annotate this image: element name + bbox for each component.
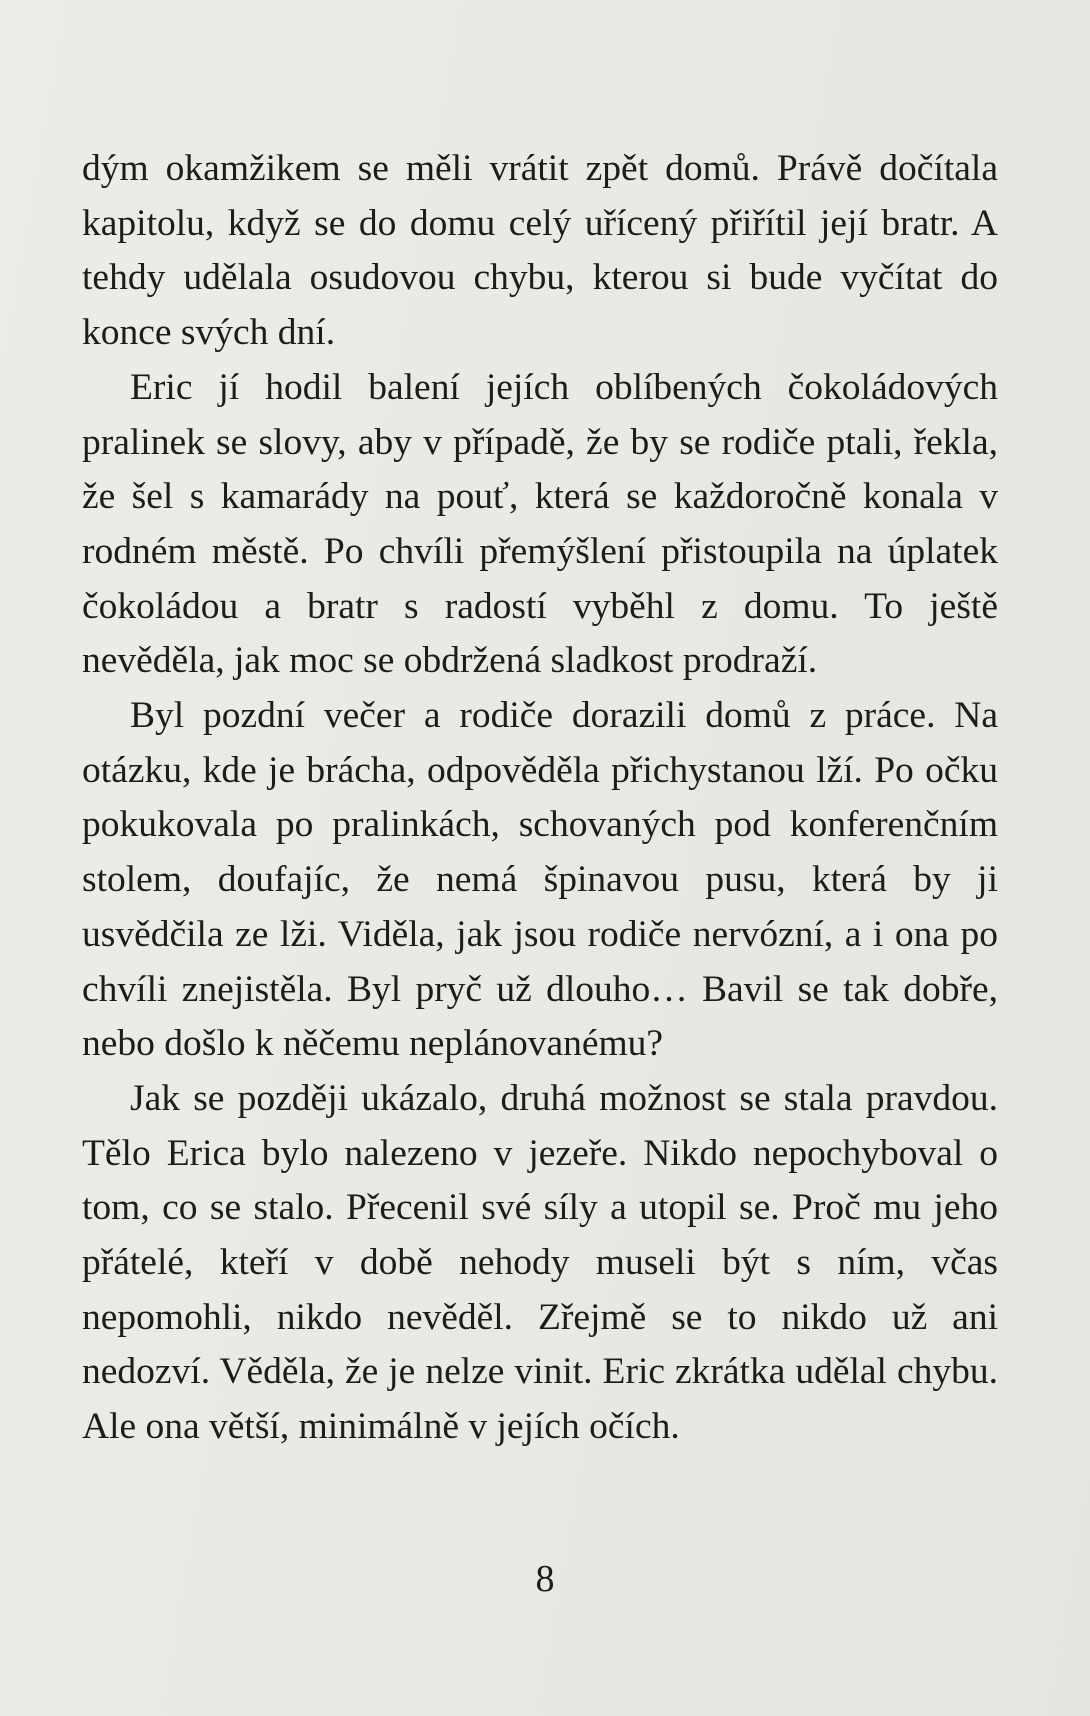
body-text xyxy=(82,142,998,1455)
paragraph-eric-pralines: Eric jí hodil balení jejích oblíbených čokoládových pralinek se slovy, aby v případě, že by se rodiče ptali, řekla, že šel s kamarády na pouť, která se každoročně konala v rodném městě. Po chvíli přemýšlení přistoupila na úplatek čokoládou a bratr s radostí vyběhl z domu. To ještě nevěděla, jak moc se obdržená sladkost prodraží. xyxy=(82,366,998,682)
paragraph-late-evening: Byl pozdní večer a rodiče dorazili domů z práce. Na otázku, kde je brácha, odpověděla přichystanou lží. Po očku pokukovala po pralinkách, schovaných pod konferenčním stolem, doufajíc, že nemá špinavou pusu, která by ji usvědčila ze lži. Viděla, jak jsou rodiče nervózní, a i ona po chvíli znejistěla. Byl pryč už dlouho… Bavil se tak dobře, nebo došlo k něčemu neplánovanému? xyxy=(82,695,998,1065)
page-number: 8 xyxy=(535,1558,555,1600)
paragraph-continued: dým okamžikem se měli vrátit zpět domů. Právě dočítala kapitolu, když se do domu celý uřícený přiřítil její bratr. A tehdy udělala osudovou chybu, kterou si bude vyčítat do konce svých dní. xyxy=(82,148,998,354)
paragraph-second-possibility: Jak se později ukázalo, druhá možnost se stala pravdou. Tělo Erica bylo nalezeno v jezeře. Nikdo nepochyboval o tom, co se stalo. Přecenil své síly a utopil se. Proč mu jeho přátelé, kteří v době nehody museli být s ním, včas nepomohli, nikdo nevěděl. Zřejmě se to nikdo už ani nedozví. Věděla, že je nelze vinit. Eric zkrátka udělal chybu. Ale ona větší, minimálně v jejích očích. xyxy=(82,1077,998,1448)
